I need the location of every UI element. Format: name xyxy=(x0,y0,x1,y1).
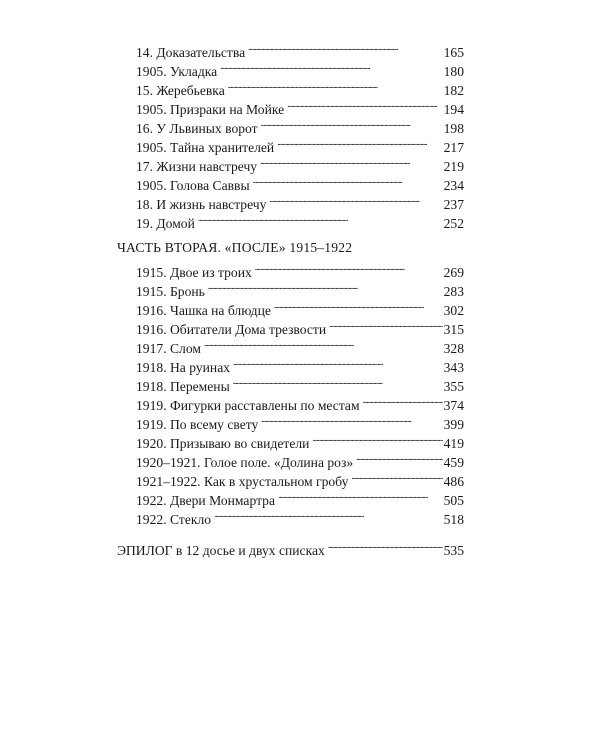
leader-dots xyxy=(328,535,443,555)
toc-entry xyxy=(136,56,464,79)
toc-entry xyxy=(136,333,464,356)
toc-entry xyxy=(136,352,464,375)
leader-dots xyxy=(233,371,443,391)
leader-dots xyxy=(287,94,442,114)
toc-entry xyxy=(136,170,464,193)
toc-entry-page: 518 xyxy=(443,512,464,527)
leader-dots xyxy=(208,276,443,296)
toc-entry xyxy=(136,466,464,489)
leader-dots xyxy=(248,37,442,57)
toc-entry-page: 486 xyxy=(443,474,464,489)
toc-entry-title: 1918. Перемены xyxy=(136,379,230,394)
toc-entry-title: 16. У Львиных ворот xyxy=(136,121,258,136)
toc-entry-page: 399 xyxy=(443,417,464,432)
toc-entry-title: 1905. Тайна хранителей xyxy=(136,140,275,155)
toc-entry-title: 1916. Чашка на блюдце xyxy=(136,303,271,318)
toc-entry-page: 180 xyxy=(443,64,464,79)
toc-entry xyxy=(136,189,464,212)
leader-dots xyxy=(255,257,443,277)
toc-entry-title: 1905. Призраки на Мойке xyxy=(136,102,285,117)
toc-entry-title: 18. И жизнь навстречу xyxy=(136,197,267,212)
toc-entry xyxy=(136,409,464,432)
toc-entry-title: 1922. Двери Монмартра xyxy=(136,493,276,508)
toc-entry-page: 419 xyxy=(443,436,464,451)
toc-entry xyxy=(136,447,464,470)
toc-entry-title: 1919. По всему свету xyxy=(136,417,259,432)
toc-entry-page: 505 xyxy=(443,493,464,508)
toc-entry xyxy=(136,94,464,117)
leader-dots xyxy=(261,113,443,133)
toc-entry-title: 1905. Укладка xyxy=(136,64,218,79)
toc-entry-page: 355 xyxy=(443,379,464,394)
leader-dots xyxy=(253,170,443,190)
leader-dots xyxy=(220,56,442,76)
toc-entry-page: 182 xyxy=(443,83,464,98)
toc-entry-page: 198 xyxy=(443,121,464,136)
toc-entry-title: 1921–1922. Как в хрустальном гробу xyxy=(136,474,349,489)
toc-entry xyxy=(136,151,464,174)
epilogue-entry xyxy=(117,535,464,558)
toc-entry xyxy=(136,485,464,508)
toc-entry-title: 14. Доказательства xyxy=(136,45,246,60)
epilogue-title: ЭПИЛОГ в 12 досье и двух списках xyxy=(117,543,325,558)
toc-entry-title: 1919. Фигурки расставлены по местам xyxy=(136,398,360,413)
toc-entry xyxy=(136,208,464,231)
toc-entry-page: 194 xyxy=(443,102,464,117)
toc-entry xyxy=(136,371,464,394)
toc-entry-title: 15. Жеребьевка xyxy=(136,83,225,98)
toc-entry-title: 1920–1921. Голое поле. «Долина роз» xyxy=(136,455,354,470)
toc-entry-page: 328 xyxy=(443,341,464,356)
leader-dots xyxy=(312,428,442,448)
toc-entry-page: 219 xyxy=(443,159,464,174)
toc-entry-page: 343 xyxy=(443,360,464,375)
toc-entry-title: 1918. На руинах xyxy=(136,360,231,375)
leader-dots xyxy=(228,75,443,95)
leader-dots xyxy=(198,208,443,228)
leader-dots xyxy=(356,447,442,467)
toc-entry xyxy=(136,390,464,413)
toc-entry xyxy=(136,37,464,60)
leader-dots xyxy=(204,333,443,353)
toc-entry xyxy=(136,314,464,337)
leader-dots xyxy=(269,189,442,209)
toc-entry-title: 19. Домой xyxy=(136,216,195,231)
leader-dots xyxy=(261,409,442,429)
toc-entry-title: 17. Жизни навстречу xyxy=(136,159,258,174)
toc-entry xyxy=(136,257,464,280)
toc-entry-page: 252 xyxy=(443,216,464,231)
toc-entry-page: 269 xyxy=(443,265,464,280)
toc-entry xyxy=(136,132,464,155)
toc-entry xyxy=(136,295,464,318)
toc-entry-page: 374 xyxy=(443,398,464,413)
leader-dots xyxy=(233,352,443,372)
toc-entry-page: 315 xyxy=(443,322,464,337)
toc-entry xyxy=(136,276,464,299)
leader-dots xyxy=(277,132,442,152)
leader-dots xyxy=(274,295,443,315)
toc-entry-title: 1922. Стекло xyxy=(136,512,212,527)
toc-entry-page: 237 xyxy=(443,197,464,212)
toc-entry-page: 459 xyxy=(443,455,464,470)
toc-entry-title: 1915. Двое из троих xyxy=(136,265,252,280)
toc-entry-page: 165 xyxy=(443,45,464,60)
toc-entry-title: 1917. Слом xyxy=(136,341,201,356)
toc-entry-page: 234 xyxy=(443,178,464,193)
toc-entry xyxy=(136,75,464,98)
toc-entry xyxy=(136,428,464,451)
toc-entry xyxy=(136,113,464,136)
leader-dots xyxy=(329,314,442,334)
toc-entry-title: 1915. Бронь xyxy=(136,284,205,299)
leader-dots xyxy=(351,466,442,486)
toc-entry xyxy=(136,504,464,527)
toc-entry-title: 1916. Обитатели Дома трезвости xyxy=(136,322,327,337)
leader-dots xyxy=(214,504,443,524)
epilogue-page: 535 xyxy=(443,543,464,558)
toc-entry-title: 1920. Призываю во свидетели xyxy=(136,436,310,451)
leader-dots xyxy=(363,390,443,410)
part-heading: ЧАСТЬ ВТОРАЯ. «ПОСЛЕ» 1915–1922 xyxy=(117,240,353,255)
toc-entry-page: 283 xyxy=(443,284,464,299)
toc-entry-title: 1905. Голова Саввы xyxy=(136,178,250,193)
leader-dots xyxy=(260,151,443,171)
toc-entry-page: 302 xyxy=(443,303,464,318)
toc-entry-page: 217 xyxy=(443,140,464,155)
leader-dots xyxy=(278,485,443,505)
